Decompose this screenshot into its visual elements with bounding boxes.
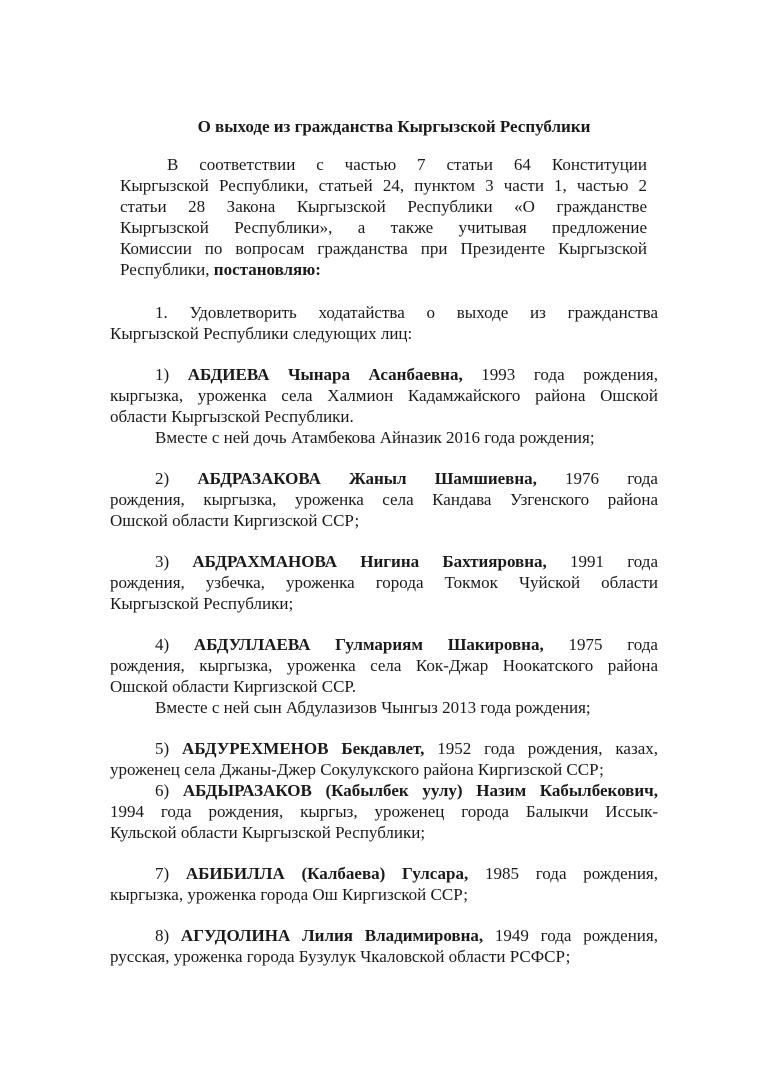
text-segment: 1985 года рождения, <box>468 864 658 883</box>
bold-text: АБДУРЕХМЕНОВ Бекдавлет, <box>182 739 425 758</box>
text-line <box>120 196 647 217</box>
text-segment: рождения, кыргызка, уроженка села Кандава Узгенского района <box>110 490 658 509</box>
text-segment: области Кыргызской Республики. <box>110 407 354 426</box>
text-line <box>110 863 658 884</box>
text-line <box>110 634 658 655</box>
text-segment: Кульской области Кыргызской Республики; <box>110 823 426 842</box>
text-line <box>110 822 658 843</box>
text-line <box>120 175 647 196</box>
list-item <box>110 925 658 967</box>
text-line <box>110 468 658 489</box>
text-segment: 7) <box>155 864 186 883</box>
text-segment: 1975 года <box>543 635 658 654</box>
text-segment: рождения, кыргызка, уроженка села Кок-Джар Ноокатского района <box>110 656 658 675</box>
text-segment: 8) <box>155 926 181 945</box>
list-item <box>110 551 658 614</box>
bold-text: АБДЫРАЗАКОВ (Кабылбек уулу) Назим Кабылбекович, <box>182 781 658 800</box>
text-line <box>110 364 658 385</box>
text-segment: 4) <box>155 635 194 654</box>
text-segment: русская, уроженка города Бузулук Чкаловской области РСФСР; <box>110 947 571 966</box>
text-line <box>110 510 658 531</box>
text-segment: Кыргызской Республики; <box>110 594 294 613</box>
text-line <box>120 259 647 280</box>
list-item <box>110 364 658 448</box>
bold-text: АБДРАХМАНОВА Нигина Бахтияровна, <box>192 552 547 571</box>
text-line <box>110 489 658 510</box>
text-segment: Кыргызской Республики», а также учитывая предложение <box>120 218 647 237</box>
bold-text: постановляю: <box>213 260 321 279</box>
text-segment: 6) <box>155 781 183 800</box>
list-item <box>110 468 658 531</box>
text-segment: 1949 года рождения, <box>483 926 658 945</box>
text-segment: 1952 года рождения, казах, <box>424 739 658 758</box>
text-line <box>110 738 658 759</box>
text-segment: 1976 года <box>536 469 658 488</box>
text-segment: 1993 года рождения, <box>462 365 658 384</box>
text-segment: Вместе с ней сын Абдулазизов Чынгыз 2013 года рождения; <box>155 698 591 717</box>
text-line <box>110 302 658 323</box>
text-segment: Кыргызской Республики, статьей 24, пунктом 3 части 1, частью 2 <box>120 176 647 195</box>
text-line <box>110 572 658 593</box>
text-segment: кыргызка, уроженка города Ош Киргизской ССР; <box>110 885 468 904</box>
text-segment: 1) <box>155 365 188 384</box>
document-title: О выходе из гражданства Кыргызской Республики <box>197 117 591 136</box>
text-segment: уроженец села Джаны-Джер Сокулукского района Киргизской ССР; <box>110 760 604 779</box>
text-segment: 1994 года рождения, кыргыз, уроженец города Балыкчи Иссык- <box>110 802 658 821</box>
text-segment: 3) <box>155 552 193 571</box>
text-line <box>110 801 658 822</box>
text-segment: 1991 года <box>546 552 658 571</box>
text-line <box>110 946 658 967</box>
text-line <box>110 593 658 614</box>
text-segment: Республики, <box>120 260 214 279</box>
text-line <box>110 884 658 905</box>
list-item <box>110 302 658 344</box>
text-line <box>110 655 658 676</box>
list-item <box>110 863 658 905</box>
list-item <box>110 738 658 780</box>
text-line <box>110 759 658 780</box>
text-segment: Ошской области Киргизской ССР; <box>110 511 360 530</box>
bold-text: АБДРАЗАКОВА Жаныл Шамшиевна, <box>197 469 537 488</box>
text-segment: рождения, узбечка, уроженка города Токмок Чуйской области <box>110 573 658 592</box>
text-line <box>110 323 658 344</box>
bold-text: АБДУЛЛАЕВА Гулмариям Шакировна, <box>193 635 544 654</box>
text-line <box>110 697 658 718</box>
text-line <box>110 780 658 801</box>
text-line <box>120 154 647 175</box>
text-segment: кыргызка, уроженка села Халмион Кадамжайского района Ошской <box>110 386 658 405</box>
text-line <box>110 925 658 946</box>
text-line <box>110 676 658 697</box>
preamble-paragraph <box>120 154 647 280</box>
text-segment: 2) <box>155 469 198 488</box>
text-segment: 5) <box>155 739 183 758</box>
text-line <box>110 406 658 427</box>
text-segment: 1. Удовлетворить ходатайства о выходе из гражданства <box>155 303 658 322</box>
text-line <box>110 551 658 572</box>
text-segment: Ошской области Киргизской ССР. <box>110 677 357 696</box>
text-line <box>120 217 647 238</box>
text-segment: Вместе с ней дочь Атамбекова Айназик 2016 года рождения; <box>155 428 595 447</box>
list-item <box>110 780 658 843</box>
document-body <box>110 154 658 967</box>
text-line <box>110 427 658 448</box>
text-segment: В соответствии с частью 7 статьи 64 Конституции <box>167 155 647 174</box>
bold-text: АГУДОЛИНА Лилия Владимировна, <box>180 926 484 945</box>
text-segment: статьи 28 Закона Кыргызской Республики «О гражданстве <box>120 197 647 216</box>
bold-text: АБДИЕВА Чынара Асанбаевна, <box>187 365 463 384</box>
text-segment: Кыргызской Республики следующих лиц: <box>110 324 413 343</box>
text-line <box>120 238 647 259</box>
text-line <box>110 385 658 406</box>
text-segment: Комиссии по вопросам гражданства при Президенте Кыргызской <box>120 239 647 258</box>
list-item <box>110 634 658 718</box>
document-page <box>110 116 658 987</box>
bold-text: АБИБИЛЛА (Калбаева) Гулсара, <box>185 864 469 883</box>
